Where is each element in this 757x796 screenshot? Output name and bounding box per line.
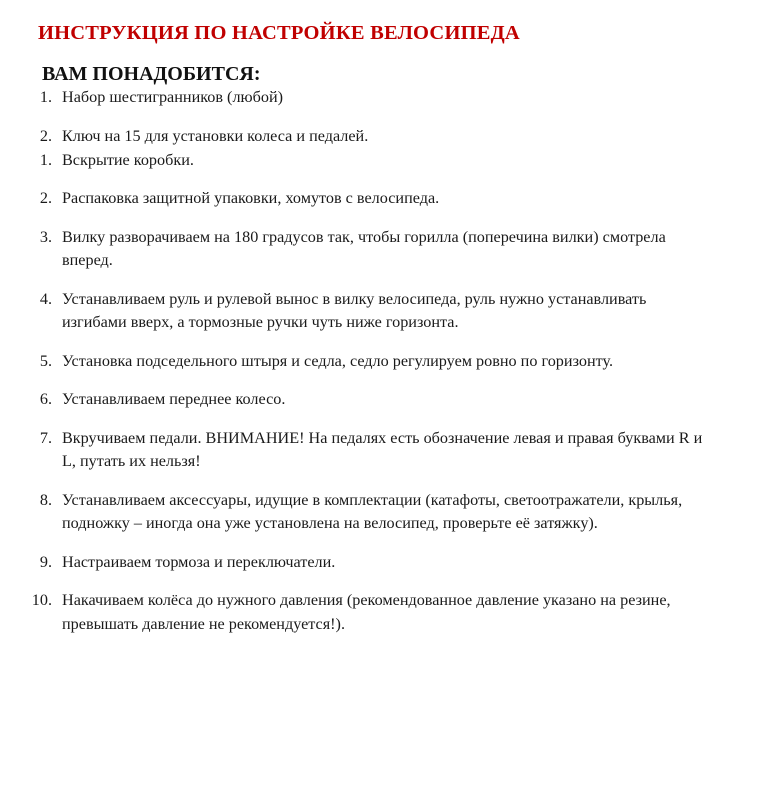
list-item-text: Накачиваем колёса до нужного давления (рекомендованное давление указано на резине, превышать давление не рекомендуется!). (62, 591, 671, 633)
list-item (0, 86, 757, 109)
list-item-text: Распаковка защитной упаковки, хомутов с велосипеда. (62, 189, 440, 208)
steps-list (0, 149, 757, 636)
list-item (0, 489, 757, 536)
list-item (0, 350, 757, 373)
list-item (0, 187, 757, 210)
list-item-text: Вскрытие коробки. (62, 150, 194, 169)
section-heading-requirements: ВАМ ПОНАДОБИТСЯ: (42, 63, 261, 85)
list-item-number: 2. (39, 189, 52, 208)
list-item-text: Ключ на 15 для установки колеса и педалей. (62, 127, 369, 146)
list-item-number: 10. (31, 591, 52, 610)
list-item-number: 2. (39, 127, 52, 146)
list-item (0, 149, 757, 172)
list-item (0, 125, 757, 148)
list-item (0, 551, 757, 574)
list-item-number: 4. (39, 289, 52, 308)
list-item-number: 1. (39, 88, 52, 106)
list-item-text: Набор шестигранников (любой) (62, 88, 283, 106)
list-item-text: Вкручиваем педали. ВНИМАНИЕ! На педалях есть обозначение левая и правая буквами R и L, путать их нельзя! (62, 428, 703, 471)
list-item-number: 5. (39, 351, 52, 370)
list-item (0, 388, 757, 411)
document-page (0, 22, 757, 796)
list-item (0, 589, 757, 636)
list-item-number: 8. (39, 490, 52, 509)
list-item-text: Настраиваем тормоза и переключатели. (62, 552, 336, 571)
list-item-text: Устанавливаем руль и рулевой вынос в вилку велосипеда, руль нужно устанавливать изгибами вверх, а тормозные ручки чуть ниже горизонта. (62, 289, 647, 332)
list-item-number: 3. (39, 227, 52, 246)
list-item-text: Устанавливаем переднее колесо. (62, 390, 286, 409)
list-item (0, 226, 757, 273)
list-item-text: Установка подседельного штыря и седла, седло регулируем ровно по горизонту. (62, 351, 614, 370)
list-item-number: 6. (39, 390, 52, 409)
list-item-number: 9. (39, 552, 52, 571)
page-title: ИНСТРУКЦИЯ ПО НАСТРОЙКЕ ВЕЛОСИПЕДА (38, 22, 520, 44)
list-item (0, 427, 757, 474)
tools-list (0, 86, 757, 149)
list-item-text: Вилку разворачиваем на 180 градусов так, чтобы горилла (поперечина вилки) смотрела вперед. (62, 227, 666, 270)
list-item (0, 288, 757, 335)
list-item-number: 1. (39, 150, 52, 169)
list-item-text: Устанавливаем аксессуары, идущие в комплектации (катафоты, светоотражатели, крылья, подножку – иногда она уже установлена на велосипед, проверьте её затяжку). (62, 490, 683, 533)
list-item-number: 7. (39, 428, 52, 447)
